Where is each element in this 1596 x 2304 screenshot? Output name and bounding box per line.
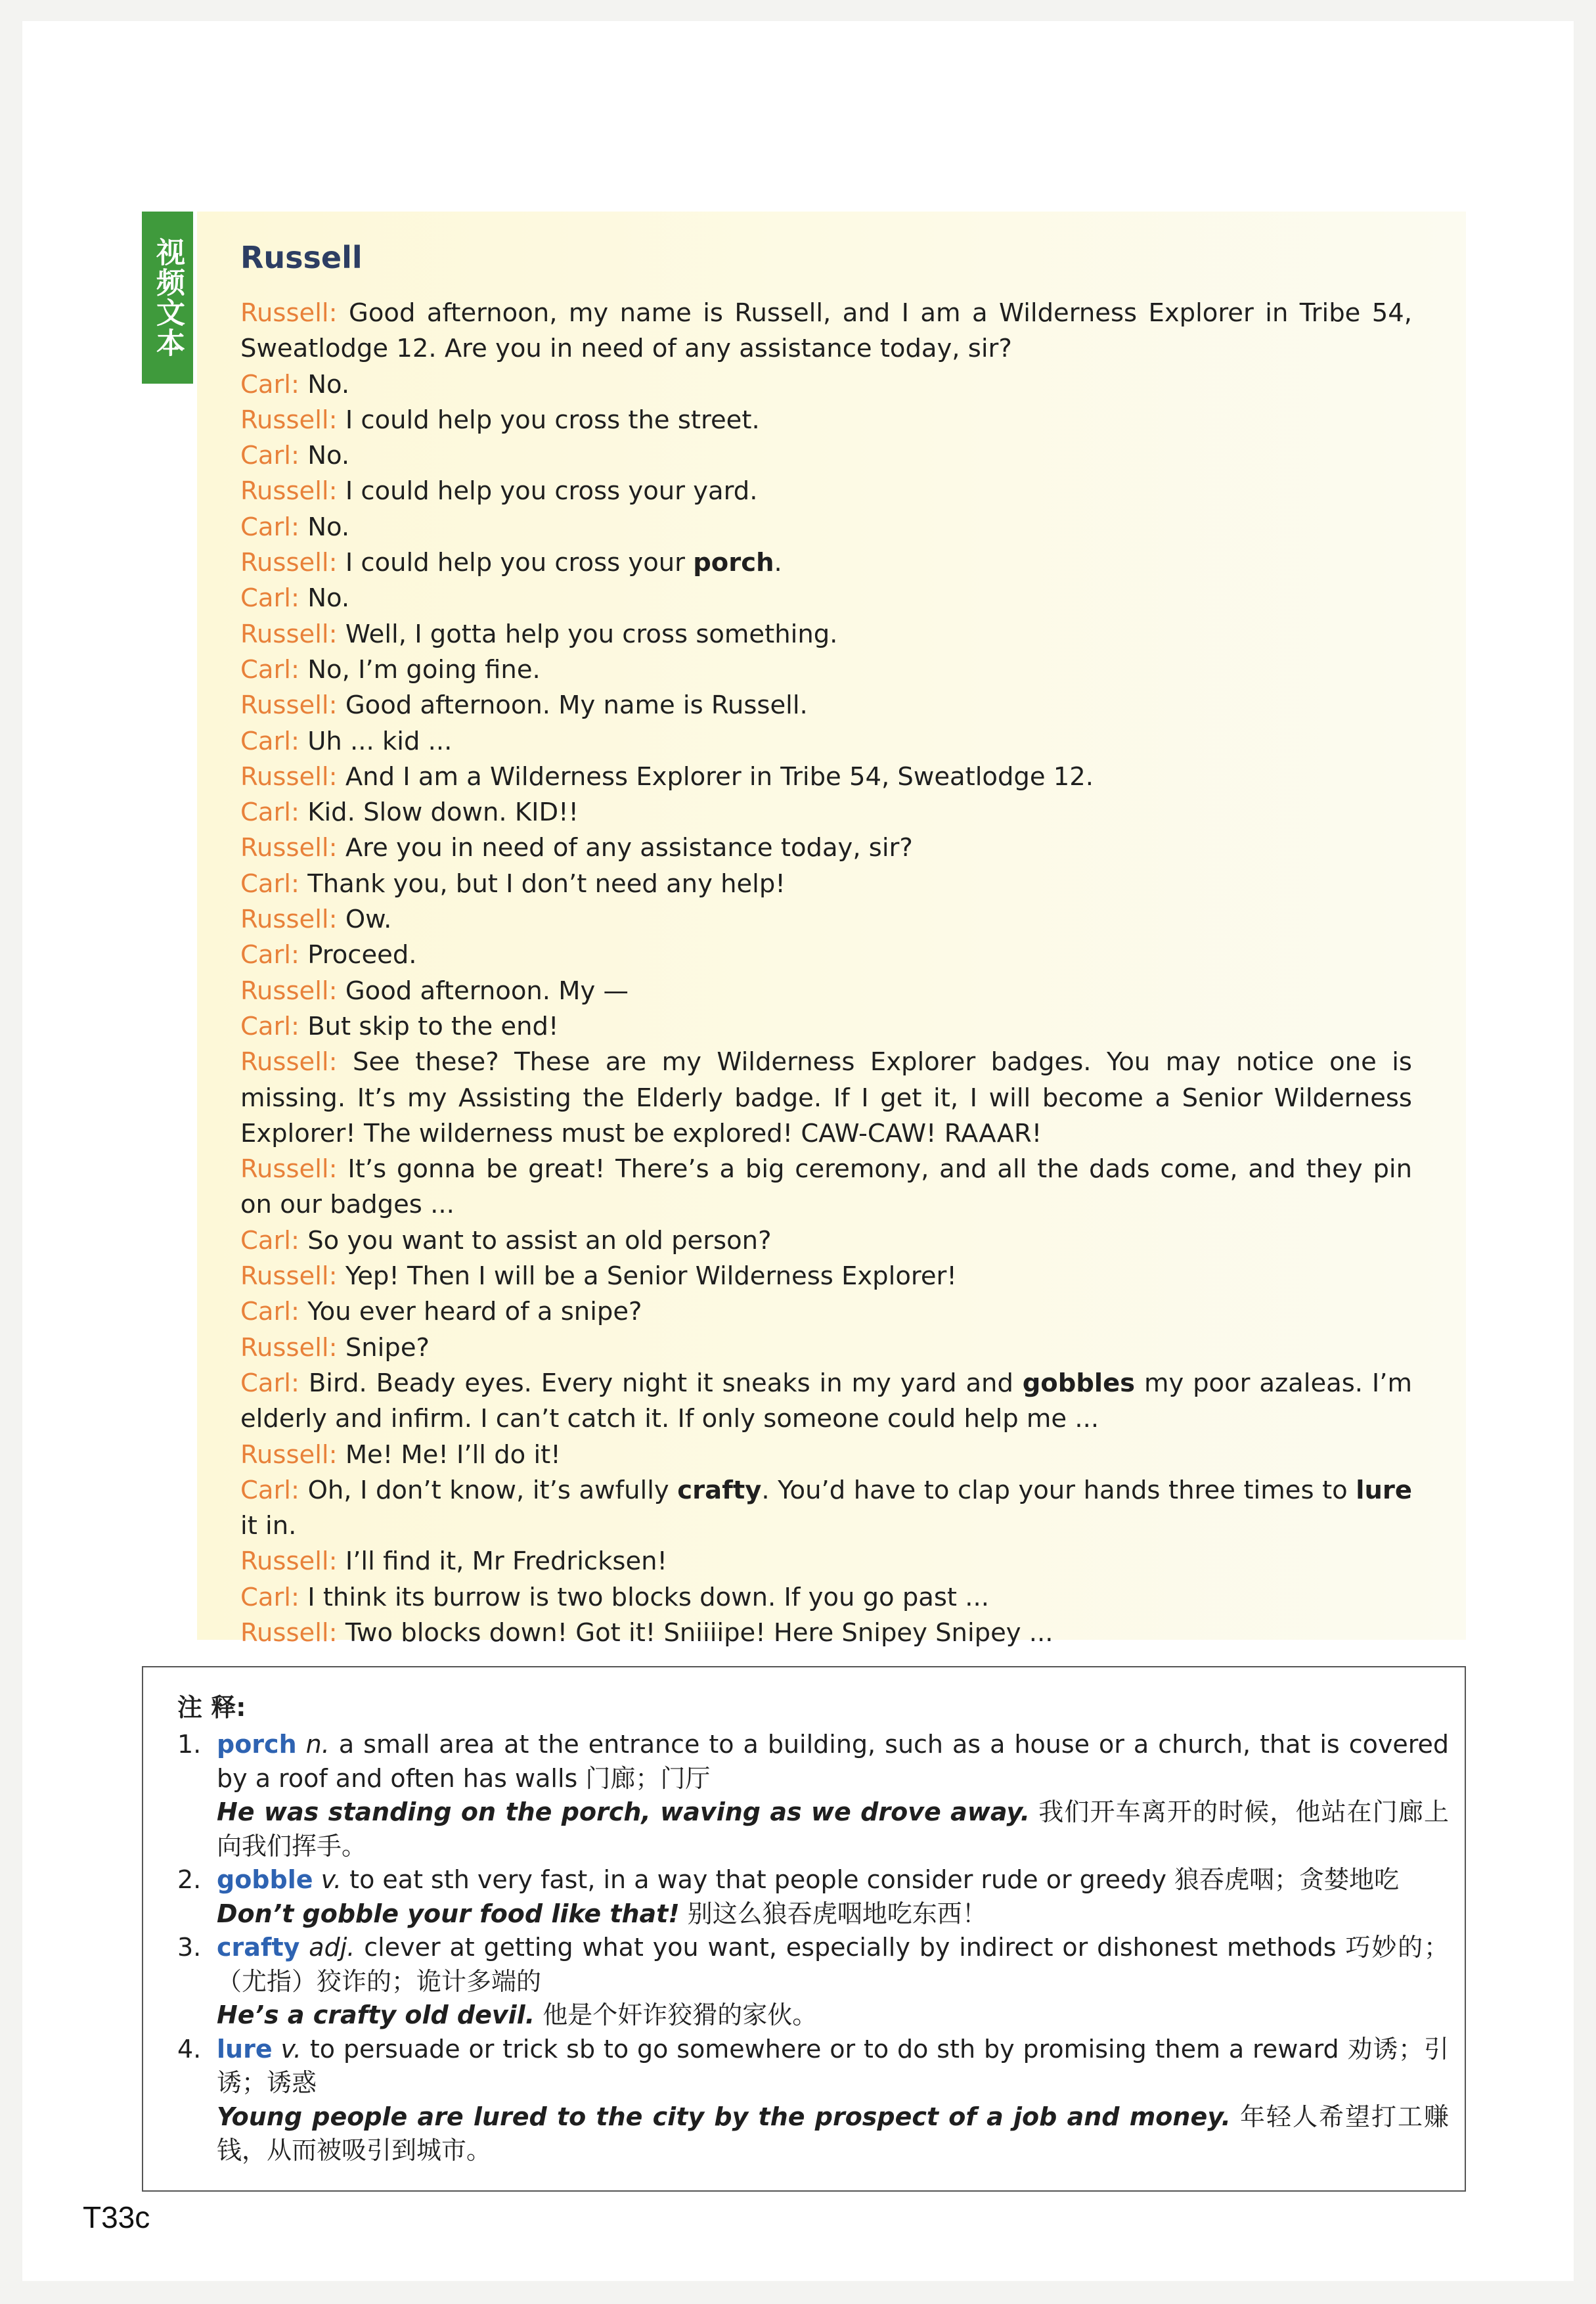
speaker-name: Russell: [240, 976, 338, 1006]
speaker-name: Carl: [240, 1475, 299, 1505]
dialogue-text: No. [307, 583, 350, 614]
speaker-name: Russell: [240, 405, 338, 435]
dialogue-text: No. [307, 441, 350, 471]
speaker-name: Carl: [240, 1582, 299, 1612]
dialogue-text: I could help you cross your [345, 548, 694, 578]
dialogue-line [240, 1437, 1412, 1473]
dialogue-text: I could help you cross the street. [345, 405, 760, 435]
note-example-cn: 他是个奸诈狡猾的家伙。 [543, 2000, 818, 2029]
notes-box [142, 1666, 1466, 2192]
dialogue-text: But skip to the end! [307, 1011, 559, 1041]
dialogue-text: my poor azaleas. I’m elderly and infirm. I can’t catch it. If only someone could help me ... [240, 1368, 1412, 1434]
note-headword: gobble [217, 1865, 313, 1894]
note-example-cn: 年轻人希望打工赚钱，从而被吸引到城市。 [217, 2102, 1449, 2165]
note-definition-cn: 巧妙的；（尤指）狡诈的；诡计多端的 [217, 1933, 1449, 1996]
dialogue-line [240, 1223, 1412, 1259]
dialogue-line [240, 795, 1412, 830]
dialogue-line [240, 688, 1412, 723]
dialogue-text: You ever heard of a snipe? [307, 1297, 642, 1327]
key-word: crafty [677, 1475, 762, 1505]
dialogue-line [240, 581, 1412, 616]
dialogue-text: Ow. [345, 905, 392, 935]
dialogue-line [240, 1473, 1412, 1545]
note-example: Don’t gobble your food like that! [217, 1899, 680, 1928]
speaker-name: Russell: [240, 476, 338, 507]
dialogue-text: Proceed. [307, 940, 417, 970]
speaker-name: Russell: [240, 619, 338, 649]
speaker-name: Carl: [240, 726, 299, 756]
speaker-name: Russell: [240, 905, 338, 935]
speaker-name: Carl: [240, 1225, 299, 1255]
speaker-name: Russell: [240, 833, 338, 863]
note-example: He’s a crafty old devil. [217, 2000, 535, 2029]
note-definition: to persuade or trick sb to go somewhere or to do sth by promising them a reward [309, 2034, 1339, 2064]
dialogue-line [240, 617, 1412, 652]
note-headword: lure [217, 2034, 273, 2064]
dialogue-line [240, 974, 1412, 1009]
speaker-name: Carl: [240, 940, 299, 970]
speaker-name: Russell: [240, 1047, 338, 1077]
speaker-name: Russell: [240, 548, 338, 578]
note-number: 1. [177, 1730, 202, 1759]
dialogue-text: . You’d have to clap your hands three times to [761, 1475, 1356, 1505]
dialogue-line [240, 1152, 1412, 1223]
speaker-name: Russell: [240, 1439, 338, 1470]
dialogue-text: Are you in need of any assistance today, sir? [345, 833, 913, 863]
dialogue-text: No, I’m going fine. [307, 654, 541, 685]
notes-title: 注 释: [177, 1693, 246, 1722]
speaker-name: Carl: [240, 654, 299, 685]
page-number: T33c [83, 2200, 150, 2234]
dialogue-text: Good afternoon. My name is Russell. [345, 690, 808, 721]
dialogue-text: No. [307, 512, 350, 542]
note-example-cn: 别这么狼吞虎咽地吃东西！ [687, 1899, 987, 1928]
dialogue-text: And I am a Wilderness Explorer in Tribe 54, Sweatlodge 12. [345, 761, 1094, 792]
speaker-name: Russell: [240, 1617, 338, 1648]
dialogue-line [240, 510, 1412, 545]
dialogue-line [240, 902, 1412, 937]
note-example-cn: 我们开车离开的时候，他站在门廊上向我们挥手。 [217, 1797, 1449, 1861]
note-part-of-speech: v. [321, 1865, 342, 1894]
note-definition-cn: 门廊；门厅 [585, 1763, 711, 1793]
dialogue-line [240, 545, 1412, 581]
speaker-name: Carl: [240, 512, 299, 542]
dialogue-line [240, 1045, 1412, 1152]
dialogue-line [240, 867, 1412, 902]
note-definition: to eat sth very fast, in a way that people consider rude or greedy [349, 1865, 1166, 1894]
note-definition: clever at getting what you want, especially by indirect or dishonest methods [364, 1933, 1337, 1962]
note-number: 2. [177, 1865, 202, 1894]
dialogue-line [240, 1580, 1412, 1615]
dialogue-text: Oh, I don’t know, it’s awfully [307, 1475, 678, 1505]
dialogue-line [240, 474, 1412, 509]
dialogue-text: Good afternoon, my name is Russell, and I am a Wilderness Explorer in Tribe 54, Sweatlodge 12. Are you in need of any assistance today, sir? [240, 298, 1412, 364]
speaker-name: Russell: [240, 690, 338, 721]
dialogue-line [240, 403, 1412, 438]
dialogue-line [240, 296, 1412, 367]
speaker-name: Russell: [240, 1332, 338, 1363]
dialogue-line [240, 1615, 1412, 1651]
dialogue-line [240, 438, 1412, 474]
note-number: 3. [177, 1933, 202, 1962]
dialogue-text: Well, I gotta help you cross something. [345, 619, 838, 649]
dialogue-text: Good afternoon. My — [345, 976, 629, 1006]
key-word: gobbles [1022, 1368, 1136, 1398]
key-word: lure [1356, 1475, 1413, 1505]
dialogue [240, 296, 1412, 1651]
note-definition-cn: 劝诱；引诱；诱惑 [217, 2034, 1449, 2097]
dialogue-text: Uh ... kid ... [307, 726, 453, 756]
notes-list [177, 1728, 1449, 2168]
dialogue-text: See these? These are my Wilderness Explorer badges. You may notice one is missing. It’s my Assisting the Elderly badge. If I get it, I will become a Senior Wilderness Explorer! The wilderness must be explored! CAW-CAW! RAAAR! [240, 1047, 1412, 1148]
dialogue-text: I’ll find it, Mr Fredricksen! [345, 1547, 667, 1577]
dialogue-text: Two blocks down! Got it! Sniiiipe! Here Snipey Snipey ... [345, 1617, 1053, 1648]
note-part-of-speech: n. [305, 1730, 330, 1759]
dialogue-line [240, 1544, 1412, 1579]
dialogue-line [240, 367, 1412, 403]
speaker-name: Russell: [240, 1261, 338, 1292]
dialogue-text: Kid. Slow down. KID!! [307, 798, 579, 828]
speaker-name: Russell: [240, 761, 338, 792]
speaker-name: Carl: [240, 441, 299, 471]
speaker-name: Carl: [240, 869, 299, 899]
dialogue-text: It’s gonna be great! There’s a big ceremony, and all the dads come, and they pin on our badges ... [240, 1154, 1412, 1220]
dialogue-line [240, 937, 1412, 973]
dialogue-text: Snipe? [345, 1332, 430, 1363]
note-part-of-speech: adj. [309, 1933, 355, 1962]
dialogue-line [240, 759, 1412, 795]
speaker-name: Russell: [240, 1154, 338, 1185]
note-number: 4. [177, 2034, 202, 2064]
note-item [177, 1728, 1449, 1863]
note-part-of-speech: v. [280, 2034, 301, 2064]
dialogue-text: it in. [240, 1511, 297, 1541]
dialogue-line [240, 724, 1412, 759]
dialogue-line [240, 830, 1412, 866]
speaker-name: Carl: [240, 369, 299, 399]
dialogue-text: Thank you, but I don’t need any help! [307, 869, 786, 899]
script-title: Russell [240, 240, 363, 275]
note-headword: porch [217, 1730, 297, 1759]
dialogue-line [240, 652, 1412, 688]
dialogue-text: No. [307, 369, 350, 399]
note-item [177, 1863, 1449, 1931]
note-definition: a small area at the entrance to a building, such as a house or a church, that is covered by a roof and often has walls [217, 1730, 1449, 1793]
dialogue-text: I could help you cross your yard. [345, 476, 758, 507]
dialogue-line [240, 1259, 1412, 1294]
note-headword: crafty [217, 1933, 300, 1962]
speaker-name: Russell: [240, 1547, 338, 1577]
dialogue-text: I think its burrow is two blocks down. If you go past ... [307, 1582, 989, 1612]
dialogue-text: Yep! Then I will be a Senior Wilderness Explorer! [345, 1261, 957, 1292]
speaker-name: Carl: [240, 583, 299, 614]
dialogue-text: So you want to assist an old person? [307, 1225, 772, 1255]
speaker-name: Carl: [240, 798, 299, 828]
note-item [177, 2033, 1449, 2168]
dialogue-text: Bird. Beady eyes. Every night it sneaks in my yard and [308, 1368, 1023, 1398]
key-word: porch [693, 548, 774, 578]
speaker-name: Carl: [240, 1368, 299, 1398]
dialogue-line [240, 1330, 1412, 1366]
note-example: Young people are lured to the city by the prospect of a job and money. [217, 2102, 1231, 2131]
dialogue-line [240, 1009, 1412, 1045]
video-script-tab: 视频文本 [142, 212, 193, 384]
note-definition-cn: 狼吞虎咽；贪婪地吃 [1174, 1865, 1400, 1894]
dialogue-text: . [774, 548, 782, 578]
note-item [177, 1931, 1449, 2033]
speaker-name: Russell: [240, 298, 338, 328]
note-example: He was standing on the porch, waving as we drove away. [217, 1797, 1031, 1826]
dialogue-line [240, 1294, 1412, 1330]
speaker-name: Carl: [240, 1297, 299, 1327]
dialogue-text: Me! Me! I’ll do it! [345, 1439, 561, 1470]
dialogue-line [240, 1366, 1412, 1437]
speaker-name: Carl: [240, 1011, 299, 1041]
